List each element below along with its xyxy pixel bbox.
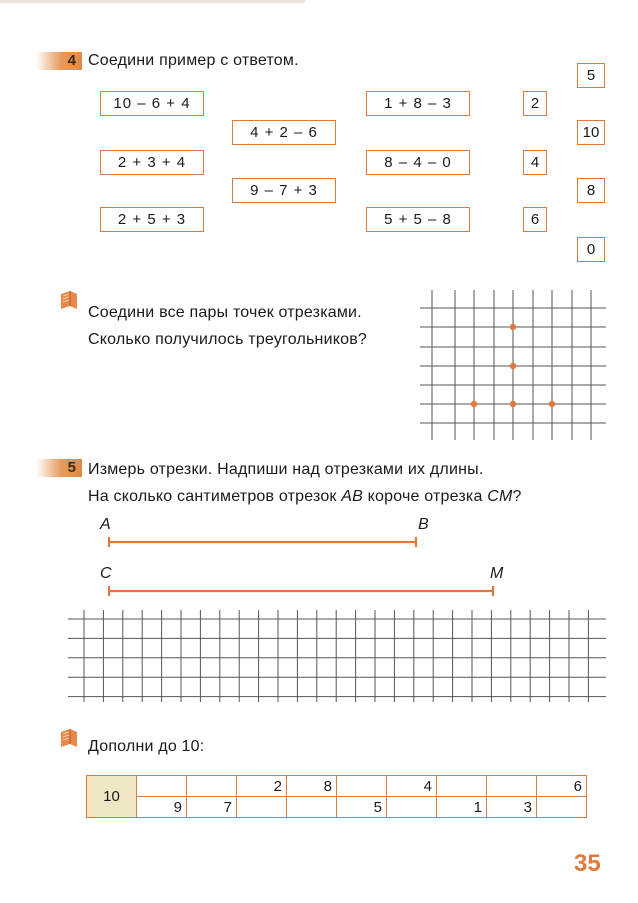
book-icon xyxy=(60,728,78,748)
task-4-title: Соедини пример с ответом. xyxy=(88,52,299,69)
table-cell[interactable]: 5 xyxy=(337,797,387,818)
complement-table xyxy=(86,775,587,818)
table-cell[interactable] xyxy=(237,797,287,818)
table-cell[interactable] xyxy=(487,776,537,797)
task-number-5: 5 xyxy=(36,459,82,477)
answer-grid xyxy=(68,610,606,702)
table-cell[interactable] xyxy=(287,797,337,818)
answer-box[interactable]: 4 xyxy=(523,150,547,175)
table-cell[interactable] xyxy=(387,797,437,818)
table-cell[interactable]: 4 xyxy=(387,776,437,797)
table-cell[interactable]: 9 xyxy=(137,797,187,818)
table-cell[interactable]: 7 xyxy=(187,797,237,818)
table-cell[interactable]: 6 xyxy=(537,776,587,797)
label-m: M xyxy=(490,565,504,582)
label-a: A xyxy=(100,516,111,533)
segment-ab xyxy=(106,536,420,548)
page-number: 35 xyxy=(574,850,601,877)
task-5-line1: Измерь отрезки. Надпиши над отрезками их длины. xyxy=(88,461,484,478)
dot-grid xyxy=(420,290,606,442)
extra1-line1: Соедини все пары точек отрезками. xyxy=(88,304,362,321)
label-c: C xyxy=(100,565,112,582)
table-cell[interactable] xyxy=(187,776,237,797)
table-cell[interactable]: 1 xyxy=(437,797,487,818)
extra2-title: Дополни до 10: xyxy=(88,738,205,755)
segment-cm xyxy=(106,585,498,597)
ten-cell: 10 xyxy=(87,776,137,818)
answer-box[interactable]: 10 xyxy=(577,120,605,145)
point xyxy=(510,363,516,369)
label-b: B xyxy=(418,516,429,533)
table-cell[interactable]: 8 xyxy=(287,776,337,797)
answer-box[interactable]: 2 xyxy=(523,91,547,116)
example-box[interactable]: 10 – 6 + 4 xyxy=(100,91,204,116)
table-cell[interactable] xyxy=(337,776,387,797)
point xyxy=(510,324,516,330)
task-5-line2: На сколько сантиметров отрезок AB короче отрезка CM? xyxy=(88,488,522,505)
answer-box[interactable]: 5 xyxy=(577,63,605,88)
answer-box[interactable]: 0 xyxy=(577,237,605,262)
table-cell[interactable]: 3 xyxy=(487,797,537,818)
answer-box[interactable]: 6 xyxy=(523,207,547,232)
point xyxy=(549,401,555,407)
example-box[interactable]: 1 + 8 – 3 xyxy=(366,91,470,116)
point xyxy=(471,401,477,407)
table-cell[interactable] xyxy=(537,797,587,818)
answer-box[interactable]: 8 xyxy=(577,178,605,203)
table-cell[interactable] xyxy=(437,776,487,797)
top-rule xyxy=(0,0,305,3)
table-cell[interactable]: 2 xyxy=(237,776,287,797)
task-number-4: 4 xyxy=(36,52,82,70)
example-box[interactable]: 8 – 4 – 0 xyxy=(366,150,470,175)
book-icon xyxy=(60,290,78,310)
extra1-line2: Сколько получилось треугольников? xyxy=(88,331,367,348)
example-box[interactable]: 5 + 5 – 8 xyxy=(366,207,470,232)
point xyxy=(510,401,516,407)
example-box[interactable]: 2 + 3 + 4 xyxy=(100,150,204,175)
example-box[interactable]: 2 + 5 + 3 xyxy=(100,207,204,232)
example-box[interactable]: 4 + 2 – 6 xyxy=(232,120,336,145)
table-cell[interactable] xyxy=(137,776,187,797)
example-box[interactable]: 9 – 7 + 3 xyxy=(232,178,336,203)
